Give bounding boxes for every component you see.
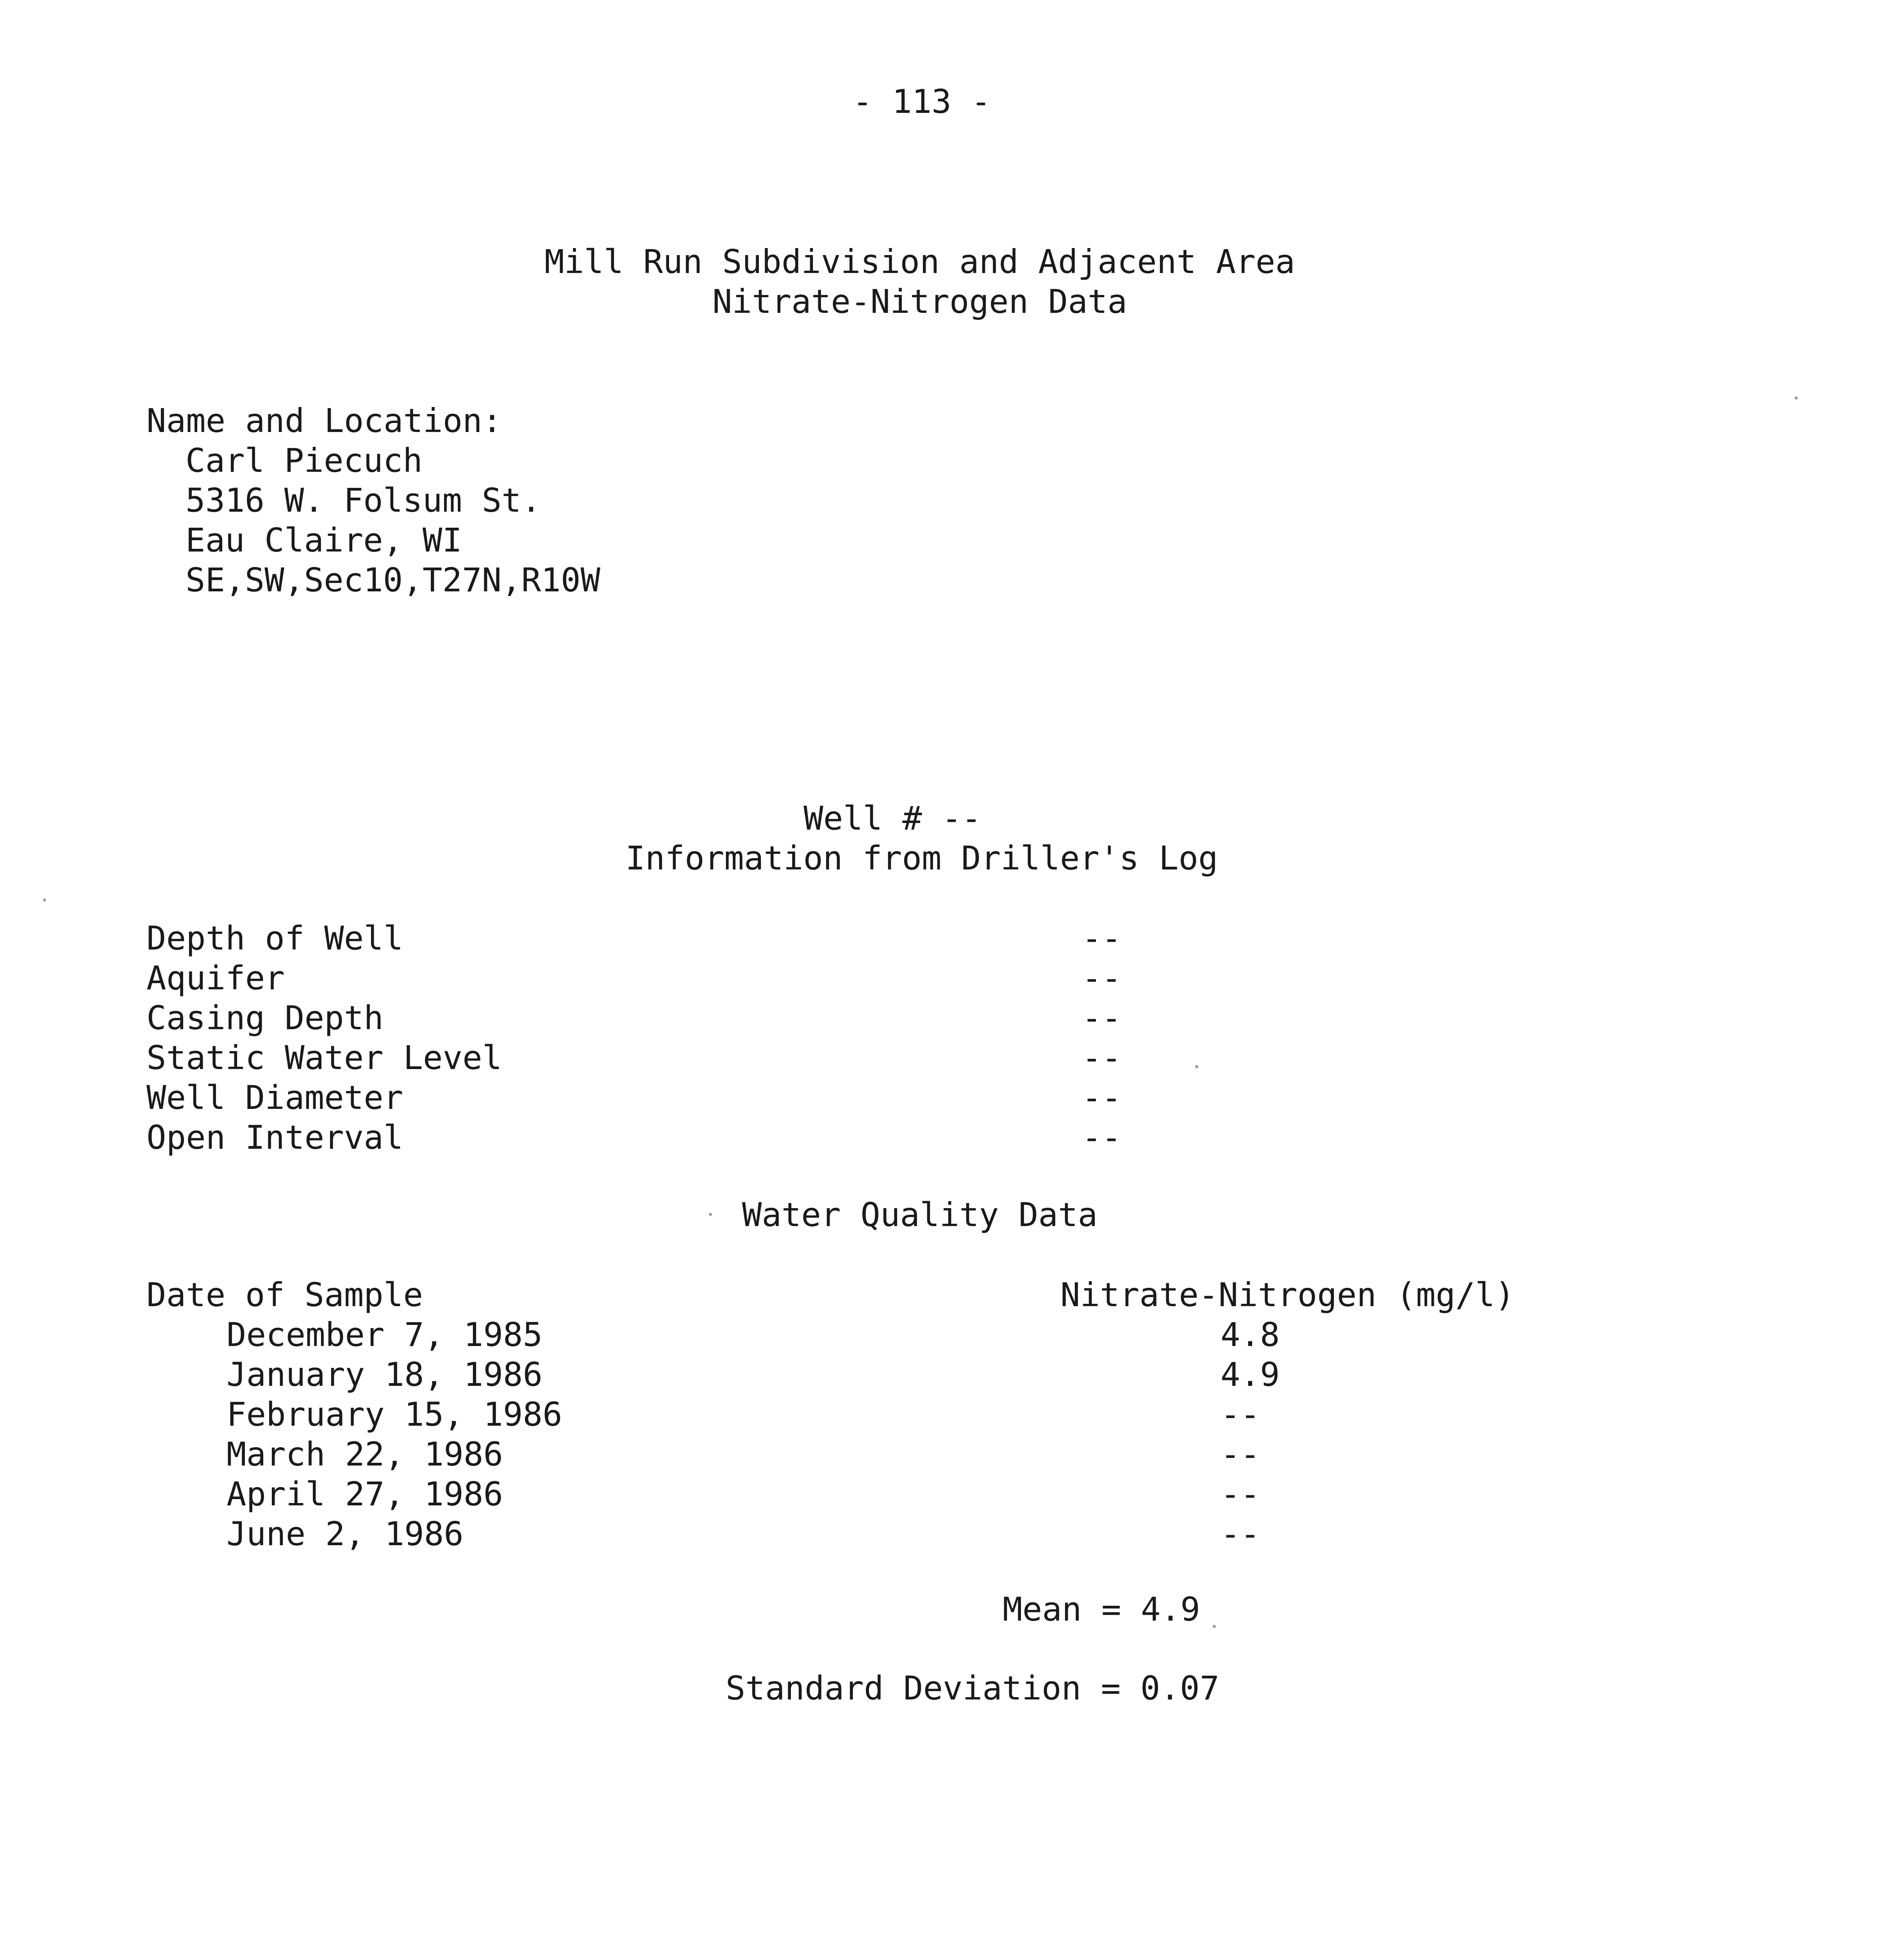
page-subtitle: Nitrate-Nitrogen Data xyxy=(712,282,1128,321)
well-info-label: Static Water Level xyxy=(146,1039,502,1077)
well-info-row xyxy=(0,998,1904,1037)
location-city: Eau Claire, WI xyxy=(186,521,462,559)
well-info-value: -- xyxy=(1082,1118,1122,1157)
scan-speck xyxy=(43,898,46,902)
date-column-header: Date of Sample xyxy=(146,1276,423,1314)
page-title: Mill Run Subdivision and Adjacent Area xyxy=(544,243,1295,281)
well-info-label: Depth of Well xyxy=(146,919,403,957)
well-info-value: -- xyxy=(1082,919,1122,957)
well-info-label: Casing Depth xyxy=(146,999,384,1037)
sample-date: December 7, 1985 xyxy=(227,1316,543,1354)
sample-row xyxy=(0,1435,1904,1474)
location-name: Carl Piecuch xyxy=(186,441,423,480)
sample-nitrate-value: -- xyxy=(1221,1475,1260,1513)
sample-date: February 15, 1986 xyxy=(227,1395,562,1434)
sample-row xyxy=(0,1475,1904,1514)
sample-nitrate-value: -- xyxy=(1221,1435,1260,1473)
well-heading: Well # -- xyxy=(803,799,981,837)
well-info-value: -- xyxy=(1082,1039,1122,1077)
well-info-label: Well Diameter xyxy=(146,1078,403,1117)
well-info-row xyxy=(0,1038,1904,1077)
sample-row xyxy=(0,1355,1904,1394)
sample-nitrate-value: 4.8 xyxy=(1221,1316,1280,1354)
scan-speck xyxy=(709,1213,712,1216)
sample-row xyxy=(0,1315,1904,1354)
scan-speck xyxy=(1195,1065,1198,1068)
mean-value: Mean = 4.9 xyxy=(1003,1590,1200,1628)
sample-date: April 27, 1986 xyxy=(227,1475,503,1513)
scan-speck xyxy=(1795,396,1798,400)
location-street: 5316 W. Folsum St. xyxy=(186,481,541,519)
well-info-row xyxy=(0,919,1904,958)
location-heading: Name and Location: xyxy=(146,402,502,440)
scan-speck xyxy=(1213,1625,1216,1628)
sample-nitrate-value: 4.9 xyxy=(1221,1355,1280,1394)
sample-nitrate-value: -- xyxy=(1221,1395,1260,1434)
well-info-row xyxy=(0,1118,1904,1157)
sample-row xyxy=(0,1514,1904,1553)
well-subheading: Information from Driller's Log xyxy=(625,839,1218,877)
sample-date: January 18, 1986 xyxy=(227,1355,543,1394)
well-info-label: Open Interval xyxy=(146,1118,403,1157)
page-number: - 113 - xyxy=(852,82,991,121)
well-info-value: -- xyxy=(1082,999,1122,1037)
well-info-row xyxy=(0,1078,1904,1117)
nitrate-column-header: Nitrate-Nitrogen (mg/l) xyxy=(1060,1276,1515,1314)
water-quality-heading: Water Quality Data xyxy=(742,1196,1098,1234)
sample-date: March 22, 1986 xyxy=(227,1435,503,1473)
well-info-value: -- xyxy=(1082,959,1122,997)
standard-deviation-value: Standard Deviation = 0.07 xyxy=(725,1669,1220,1707)
well-info-label: Aquifer xyxy=(146,959,285,997)
sample-row xyxy=(0,1395,1904,1434)
well-info-row xyxy=(0,959,1904,998)
sample-date: June 2, 1986 xyxy=(227,1515,464,1553)
sample-nitrate-value: -- xyxy=(1221,1515,1260,1553)
well-info-value: -- xyxy=(1082,1078,1122,1117)
location-legal: SE,SW,Sec10,T27N,R10W xyxy=(186,561,601,599)
